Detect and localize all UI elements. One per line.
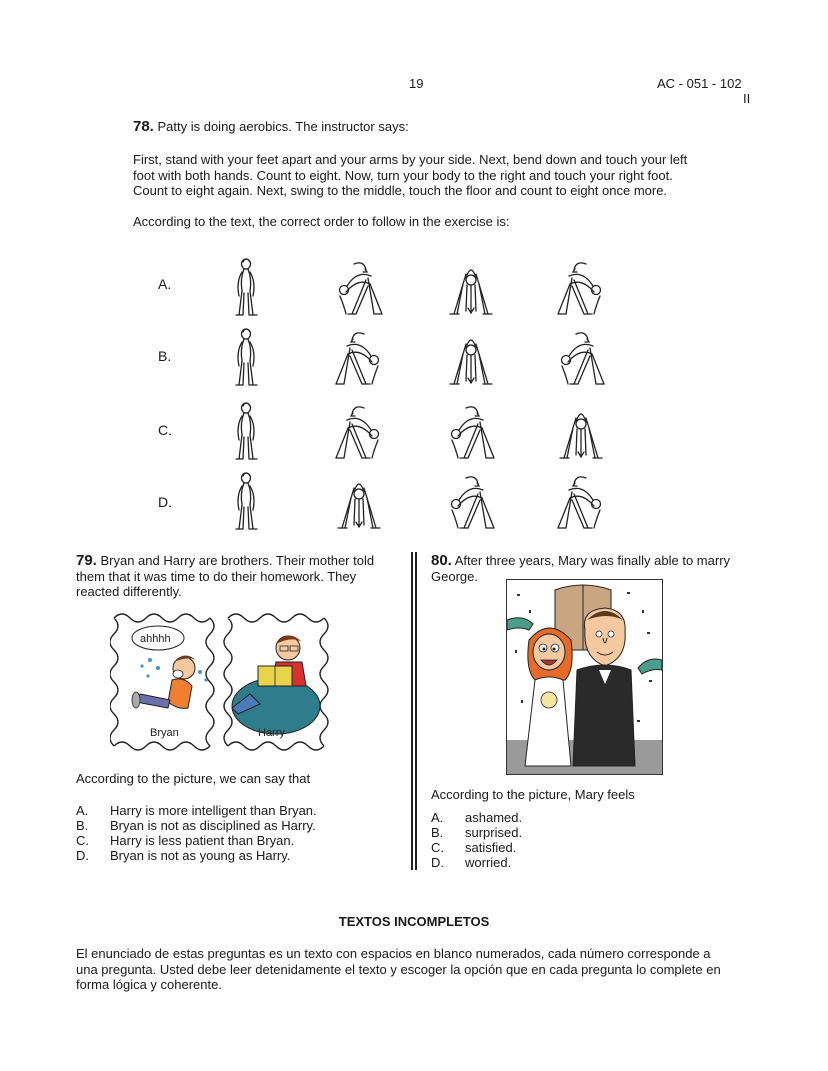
column-divider (415, 552, 417, 870)
q78-option-letter[interactable]: D. (158, 494, 172, 510)
q78-header (133, 118, 409, 135)
bend-right-figure (552, 256, 610, 318)
instructions-line: forma lógica y coherente. (76, 977, 222, 992)
q79-intro-line: reacted differently. (76, 584, 182, 599)
standing-figure (224, 326, 282, 388)
label-bryan: Bryan (150, 727, 179, 739)
middle-figure (330, 470, 388, 532)
speech-text: ahhhh (140, 633, 171, 645)
standing-figure (224, 400, 282, 462)
q79-intro (76, 553, 398, 600)
middle-figure (442, 256, 500, 318)
q78-passage (133, 152, 687, 199)
q79-option-c[interactable]: C. Harry is less patient than Bryan. (76, 833, 295, 848)
instructions-line: una pregunta. Usted debe leer detenidamente el texto y escoger la opción que en cada pregunta lo complete en (76, 961, 721, 977)
q78-passage-line: Count to eight again. Next, swing to the middle, touch the floor and count to eight once more. (133, 183, 668, 198)
section-title: TEXTOS INCOMPLETOS (338, 914, 490, 929)
exam-code: AC - 051 - 102 (657, 76, 742, 91)
q80-option-c[interactable]: C. satisfied. (431, 840, 517, 855)
q79-number: 79. (76, 552, 97, 569)
column-divider (411, 552, 413, 870)
q80-question: According to the picture, Mary feels (431, 787, 635, 802)
instructions-line: El enunciado de estas preguntas es un texto con espacios en blanco numerados, cada número corresponde a (76, 946, 711, 961)
q80-intro-line: After three years, Mary was finally able to marry (454, 553, 731, 568)
q79-question: According to the picture, we can say that (76, 771, 311, 786)
q78-passage-line: First, stand with your feet apart and your arms by your side. Next, bend down and touch your left (133, 152, 688, 167)
q78-option-letter[interactable]: C. (158, 422, 172, 438)
q78-number: 78. (133, 118, 154, 135)
q79-option-a[interactable]: A. Harry is more intelligent than Bryan. (76, 803, 317, 818)
q79-intro-line: Bryan and Harry are brothers. Their mother told (100, 553, 375, 568)
bend-left-figure (330, 256, 388, 318)
bend-right-figure (330, 326, 388, 388)
middle-figure (552, 400, 610, 462)
brothers-illustration (110, 610, 334, 752)
middle-figure (442, 326, 500, 388)
page-number: 19 (409, 76, 424, 91)
q80-option-a[interactable]: A. ashamed. (431, 810, 523, 825)
exam-section: II (743, 91, 751, 106)
q80-intro-line: George. (431, 568, 478, 584)
bend-left-figure (442, 400, 500, 462)
q78-option-letter[interactable]: B. (158, 348, 172, 364)
q78-question: According to the text, the correct order to follow in the exercise is: (133, 214, 510, 229)
bend-right-figure (330, 400, 388, 462)
label-harry: Harry (258, 727, 285, 739)
q80-options (431, 810, 522, 870)
q80-option-b[interactable]: B. surprised. (431, 825, 523, 840)
bend-left-figure (442, 470, 500, 532)
wedding-illustration (506, 579, 663, 775)
q79-option-b[interactable]: B. Bryan is not as disciplined as Harry. (76, 818, 316, 833)
q78-passage-line: foot with both hands. Count to eight. Now, turn your body to the right and touch your right foot. (133, 167, 673, 183)
q79-option-d[interactable]: D. Bryan is not as young as Harry. (76, 848, 291, 863)
bend-right-figure (552, 470, 610, 532)
q79-options (76, 803, 317, 863)
standing-figure (224, 256, 282, 318)
section-instructions (76, 946, 756, 993)
standing-figure (224, 470, 282, 532)
bend-left-figure (552, 326, 610, 388)
q79-intro-line: them that it was time to do their homework. They (76, 568, 357, 584)
q80-number: 80. (431, 552, 452, 569)
q78-option-letter[interactable]: A. (158, 276, 172, 292)
q80-option-d[interactable]: D. worried. (431, 855, 512, 870)
q78-intro: Patty is doing aerobics. The instructor says: (157, 119, 409, 134)
